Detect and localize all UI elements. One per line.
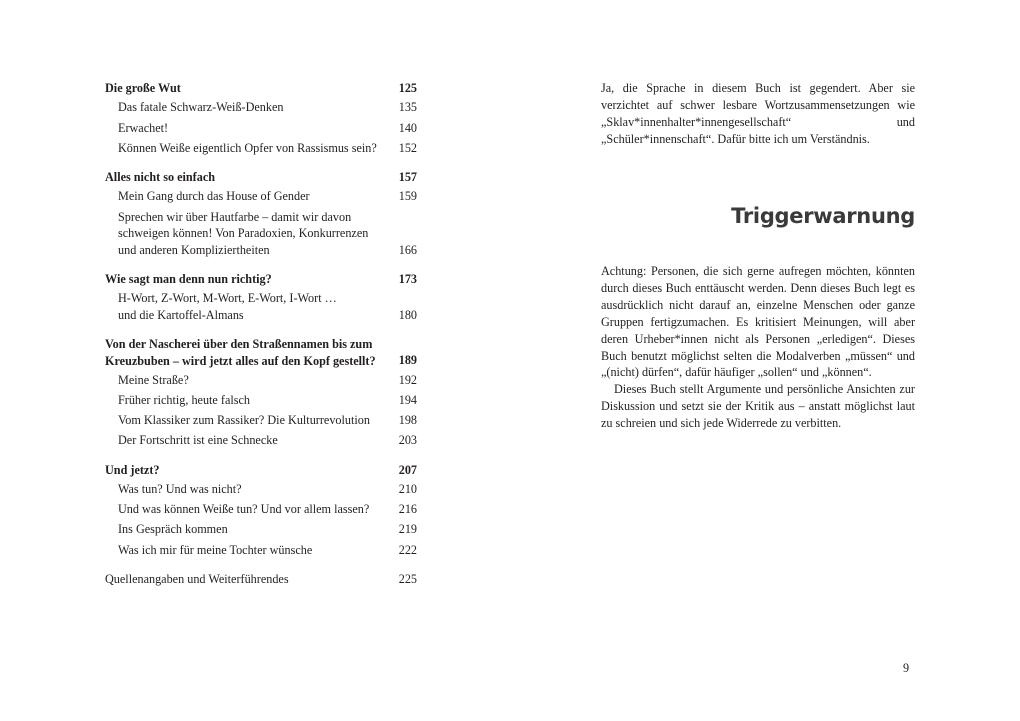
toc-entry: [105, 542, 417, 559]
page-number: 9: [903, 661, 910, 675]
toc-chapter-page: 173: [398, 271, 417, 286]
intro-paragraph-block: [601, 80, 915, 148]
toc-entry-page: 159: [398, 189, 417, 204]
toc-entry: [105, 188, 417, 205]
toc-entry-page: 135: [398, 100, 417, 115]
toc-entry-title: Was tun? Und was nicht?: [118, 482, 242, 497]
toc-chapter-page: 157: [398, 170, 417, 185]
toc-entry-title: Was ich mir für meine Tochter wünsche: [118, 542, 313, 557]
toc-entry-title: Ins Gespräch kommen: [118, 522, 228, 537]
toc-final-entry: [105, 571, 417, 588]
toc-chapter: [105, 80, 417, 97]
toc-chapter-title: Die große Wut: [105, 81, 181, 95]
toc-chapter-title: Von der Nascherei über den Straßennamen bis zum Kreuzbuben – wird jetzt alles auf den Kopf gestellt?: [105, 337, 376, 368]
toc-entry-page: 140: [398, 120, 417, 135]
toc-chapter-title: Wie sagt man denn nun richtig?: [105, 271, 272, 286]
toc-chapter: [105, 462, 417, 479]
toc-section: [105, 336, 417, 449]
toc-chapter: [105, 271, 417, 288]
toc-entry-title: Der Fortschritt ist eine Schnecke: [118, 433, 278, 448]
table-of-contents: [105, 80, 417, 591]
toc-entry: [105, 290, 417, 323]
toc-entry: [105, 392, 417, 409]
toc-chapter: [105, 336, 417, 369]
body-text-block: [601, 263, 915, 432]
toc-entry: [105, 209, 417, 259]
toc-entry: [105, 140, 417, 157]
toc-entry-page: 180: [398, 307, 417, 322]
toc-entry-title: Erwachet!: [118, 120, 169, 135]
toc-entry-page: 219: [398, 522, 417, 537]
toc-entry-title: Können Weiße eigentlich Opfer von Rassismus sein?: [118, 140, 377, 155]
intro-paragraph: Ja, die Sprache in diesem Buch ist gegendert. Aber sie verzichtet auf schwer lesbare Wortzusammensetzungen wie „Sklav*innenhalter*innengesellschaft“ und „Schüler*innenschaft“. Dafür bitte ich um Verständnis.: [601, 81, 915, 146]
toc-entry-page: 192: [398, 372, 417, 387]
toc-chapter-page: 207: [398, 462, 417, 477]
toc-chapter-title: Alles nicht so einfach: [105, 170, 216, 185]
toc-entry-title: Vom Klassiker zum Rassiker? Die Kulturrevolution: [118, 413, 370, 428]
toc-entry-page: 194: [398, 392, 417, 407]
toc-section: [105, 271, 417, 324]
toc-entry-page: 203: [398, 433, 417, 448]
toc-chapter: [105, 169, 417, 186]
toc-final-page: 225: [398, 571, 417, 586]
toc-final-title: Quellenangaben und Weiterführendes: [105, 571, 289, 586]
toc-entry: [105, 521, 417, 538]
toc-entry: [105, 432, 417, 449]
toc-chapter-title: Und jetzt?: [105, 462, 160, 477]
toc-entry-page: 216: [398, 502, 417, 517]
toc-section: [105, 80, 417, 157]
toc-entry-title: Früher richtig, heute falsch: [118, 392, 250, 407]
toc-entry-title: Sprechen wir über Hautfarbe – damit wir davon schweigen können! Von Paradoxien, Konkurrenzen und anderen Kompliziertheiten: [118, 209, 369, 257]
toc-entry-title: Meine Straße?: [118, 372, 189, 387]
body-paragraph: Dieses Buch stellt Argumente und persönliche Ansichten zur Diskussion und setzt sie der Kritik aus – anstatt möglichst laut zu schreien und sich jede Widerrede zu verbitten.: [601, 382, 915, 431]
toc-entry-page: 210: [398, 482, 417, 497]
toc-entry: [105, 120, 417, 137]
toc-entry: [105, 501, 417, 518]
body-paragraph: Achtung: Personen, die sich gerne aufregen möchten, könnten durch dieses Buch enttäuscht werden. Denn dieses Buch legt es ausdrücklich nicht darauf an, einzelne Menschen oder ganze Gruppen fertigzumachen. Es kritisiert Meinungen, will aber deren Urheber*innen nicht als Personen „erledigen“. Dieses Buch benutzt möglichst selten die Modalverben „müssen“ und „(nicht) dürfen“, dafür häufiger „sollen“ und „können“.: [601, 264, 915, 380]
toc-section: [105, 462, 417, 559]
toc-entry-title: Das fatale Schwarz-Weiß-Denken: [118, 100, 284, 115]
toc-entry: [105, 99, 417, 116]
toc-entry: [105, 412, 417, 429]
toc-entry-page: 198: [398, 413, 417, 428]
toc-entry-page: 222: [398, 542, 417, 557]
section-heading: Triggerwarnung: [731, 204, 915, 228]
toc-entry: [105, 372, 417, 389]
toc-chapter-page: 189: [398, 353, 417, 368]
toc-entry-page: 152: [398, 140, 417, 155]
toc-entry-page: 166: [398, 242, 417, 257]
toc-entry-title: Mein Gang durch das House of Gender: [118, 189, 310, 204]
toc-entry-title: H-Wort, Z-Wort, M-Wort, E-Wort, I-Wort … und die Kartoffel-Almans: [118, 291, 337, 322]
toc-chapter-page: 125: [398, 81, 417, 95]
toc-section: [105, 169, 417, 258]
toc-entry: [105, 481, 417, 498]
toc-entry-title: Und was können Weiße tun? Und vor allem lassen?: [118, 502, 370, 517]
